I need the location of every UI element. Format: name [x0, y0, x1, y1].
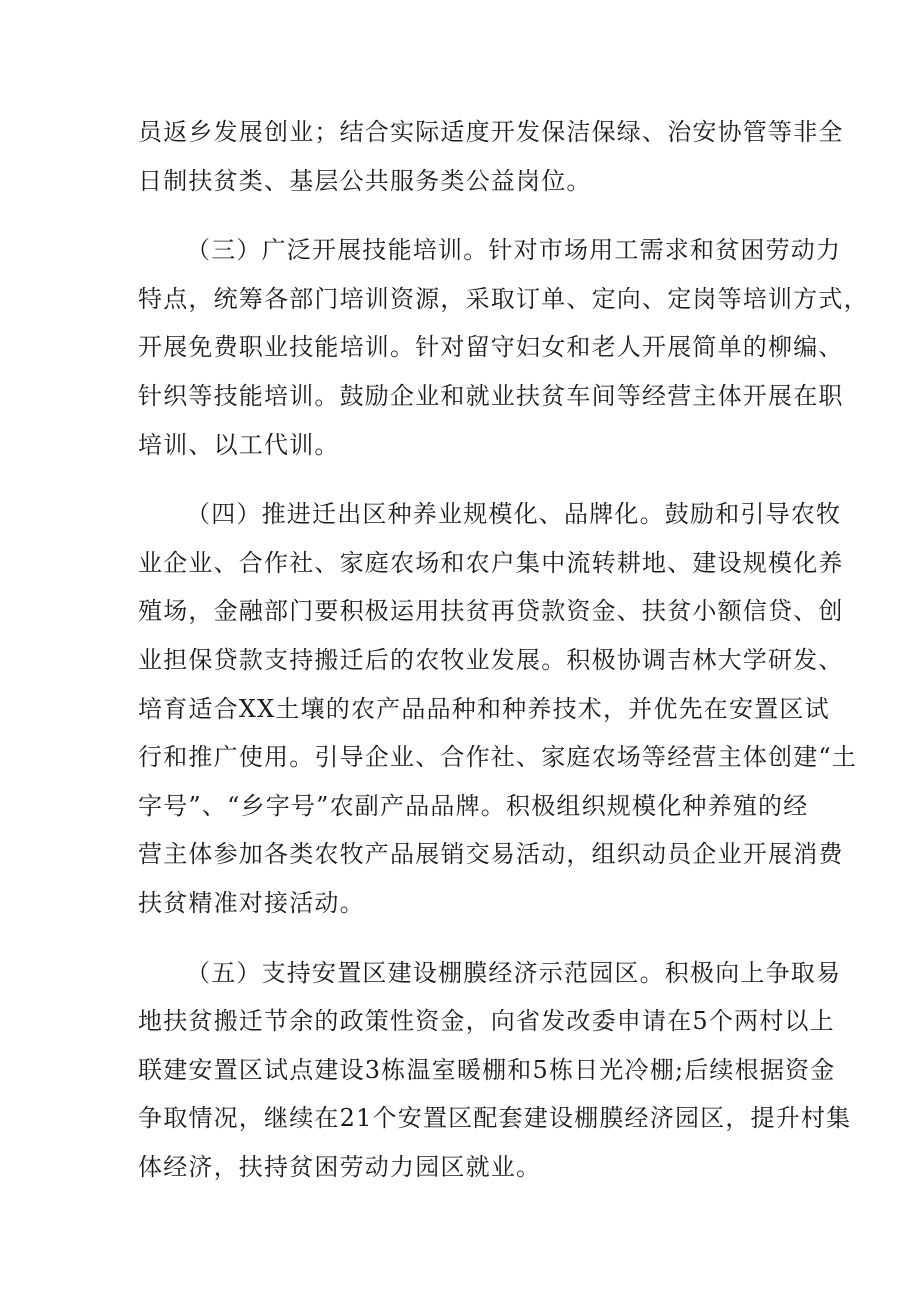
text-line: 争取情况，继续在21个安置区配套建设棚膜经济园区，提升村集	[138, 1104, 852, 1133]
document-body	[138, 108, 869, 1191]
text-line: 殖场，金融部门要积极运用扶贫再贷款资金、扶贫小额信贷、创	[138, 597, 844, 626]
text-line: （五）支持安置区建设棚膜经济示范园区。积极向上争取易	[186, 958, 842, 987]
text-line: 日制扶贫类、基层公共服务类公益岗位。	[138, 166, 592, 195]
text-line: 培育适合XX土壤的农产品品种和种养技术，并优先在安置区试	[138, 694, 830, 723]
text-line: 业企业、合作社、家庭农场和农户集中流转耕地、建设规模化养	[138, 548, 844, 577]
text-line: （四）推进迁出区种养业规模化、品牌化。鼓励和引导农牧	[186, 500, 842, 529]
text-line: 行和推广使用。引导企业、合作社、家庭农场等经营主体创建“土	[138, 743, 858, 772]
text-line: 业担保贷款支持搬迁后的农牧业发展。积极协调吉林大学研发、	[138, 645, 844, 674]
text-line: 体经济，扶持贫困劳动力园区就业。	[138, 1152, 542, 1181]
paragraph-section-3	[138, 226, 869, 469]
text-line: 地扶贫搬迁节余的政策性资金，向省发改委申请在5个两村以上	[138, 1007, 835, 1036]
text-line: 联建安置区试点建设3栋温室暖棚和5栋日光冷棚;后续根据资金	[138, 1055, 836, 1084]
paragraph-intro-tail	[138, 108, 844, 205]
text-line: 针织等技能培训。鼓励企业和就业扶贫车间等经营主体开展在职	[138, 381, 844, 410]
text-line: 员返乡发展创业；结合实际适度开发保洁保绿、治安协管等非全	[138, 118, 844, 146]
text-line: 字号”、“乡字号”农副产品品牌。积极组织规模化种养殖的经	[138, 791, 809, 820]
paragraph-section-5	[138, 949, 852, 1192]
text-line: （三）广泛开展技能培训。针对市场用工需求和贫困劳动力	[186, 236, 842, 265]
text-line: 特点，统筹各部门培训资源，采取订单、定向、定岗等培训方式，	[138, 284, 869, 313]
text-line: 培训、以工代训。	[138, 430, 340, 459]
text-line: 营主体参加各类农牧产品展销交易活动，组织动员企业开展消费	[138, 840, 844, 869]
paragraph-section-4	[138, 490, 858, 927]
text-line: 扶贫精准对接活动。	[138, 888, 365, 917]
text-line: 开展免费职业技能培训。针对留守妇女和老人开展简单的柳编、	[138, 333, 844, 362]
